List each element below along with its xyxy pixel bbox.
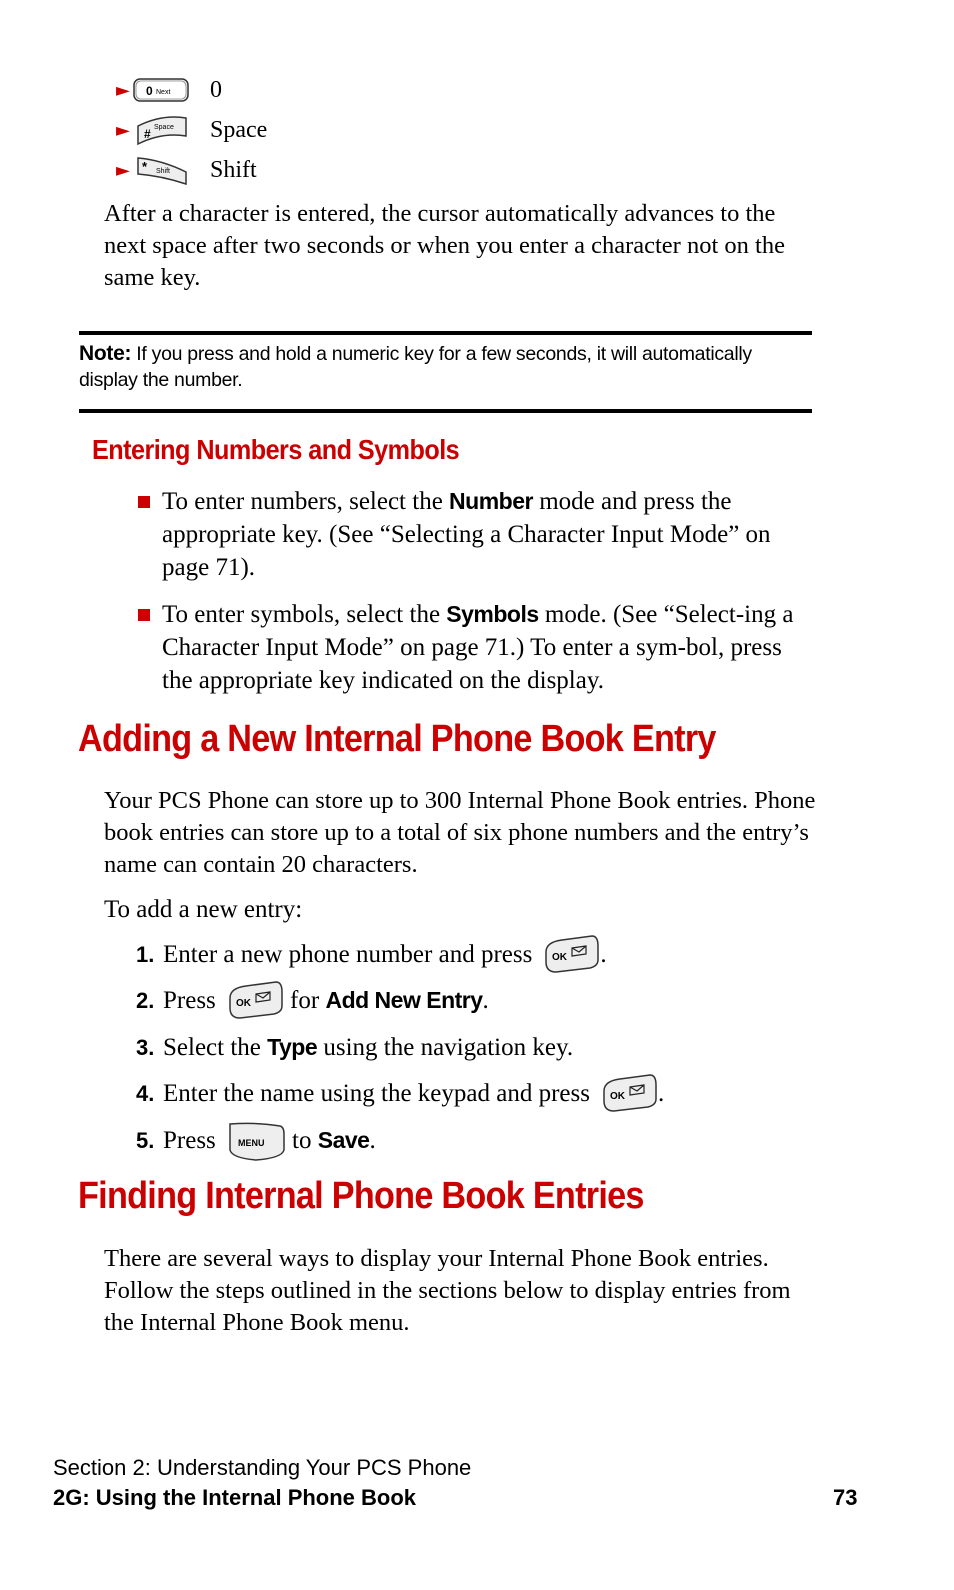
step-text: Enter the name using the keypad and press — [163, 1079, 590, 1107]
step-2 — [136, 980, 489, 1020]
key-item-space — [116, 112, 267, 148]
step-text: Select the — [163, 1033, 268, 1061]
step-text: Enter a new phone number and press — [163, 940, 533, 968]
svg-text:Shift: Shift — [156, 168, 171, 175]
zero-next-key-icon — [132, 76, 192, 104]
svg-text:#: # — [144, 127, 151, 141]
key-item-zero — [116, 72, 222, 108]
step-text: . — [600, 940, 607, 968]
key-label: Shift — [210, 156, 257, 183]
save-keyword: Save — [317, 1126, 370, 1153]
symbols-mode-keyword: Symbols — [446, 601, 539, 627]
square-bullet-icon — [138, 609, 150, 621]
step-3 — [136, 1027, 573, 1067]
arrow-bullet-icon: ► — [116, 119, 130, 141]
svg-text:MENU: MENU — [237, 1138, 265, 1148]
adding-lead: To add a new entry: — [104, 896, 303, 923]
arrow-bullet-icon: ► — [116, 79, 130, 101]
step-5 — [136, 1120, 376, 1160]
step-number: 2. — [136, 987, 155, 1013]
note-text: If you press and hold a numeric key for a few seconds, it will automatically display the number. — [79, 343, 752, 391]
bullet-text: To enter symbols, select the — [162, 601, 447, 628]
finding-paragraph: There are several ways to display your Internal Phone Book entries. Follow the steps outlined in the sections below to display entries from the Internal Phone Book menu. — [104, 1245, 791, 1336]
list-item — [138, 598, 808, 697]
step-text: for — [283, 986, 326, 1014]
ok-key-icon — [542, 934, 600, 974]
svg-text:OK: OK — [609, 1091, 625, 1102]
step-4 — [136, 1073, 664, 1113]
square-bullet-icon — [138, 496, 150, 508]
footer-chapter: 2G: Using the Internal Phone Book — [53, 1485, 417, 1510]
intro-paragraph: After a character is entered, the cursor automatically advances to the next space after two seconds or when you enter a character not on the same key. — [104, 200, 785, 291]
step-text: . — [482, 986, 489, 1014]
step-text: . — [369, 1126, 376, 1154]
step-number: 1. — [136, 941, 155, 967]
note-top-rule — [79, 331, 812, 335]
footer-section: Section 2: Understanding Your PCS Phone — [53, 1455, 472, 1480]
step-text: Press — [163, 986, 216, 1014]
svg-text:*: * — [142, 159, 148, 174]
key-item-shift — [116, 152, 257, 188]
add-new-entry-keyword: Add New Entry — [325, 986, 483, 1013]
svg-text:Space: Space — [154, 124, 174, 131]
step-number: 4. — [136, 1080, 155, 1106]
bullet-text: mode and press the appropriate key. (See “Selecting a Character Input Mode” on page 71). — [162, 488, 771, 581]
menu-key-icon — [226, 1118, 286, 1162]
heading-adding-entry: Adding a New Internal Phone Book Entry — [78, 718, 716, 760]
page-number: 73 — [833, 1485, 858, 1510]
step-text: to — [285, 1126, 318, 1154]
type-keyword: Type — [267, 1033, 318, 1060]
svg-text:OK: OK — [552, 952, 568, 963]
note-bottom-rule — [79, 409, 812, 413]
step-text: . — [657, 1079, 665, 1107]
note-box — [79, 341, 812, 393]
heading-entering-numbers: Entering Numbers and Symbols — [92, 434, 460, 465]
star-shift-key-icon — [132, 152, 192, 188]
step-1 — [136, 934, 607, 974]
step-number: 3. — [136, 1034, 155, 1060]
ok-key-icon — [600, 1073, 658, 1113]
step-text: Press — [163, 1126, 216, 1154]
note-label: Note: — [79, 342, 132, 365]
adding-paragraph: Your PCS Phone can store up to 300 Internal Phone Book entries. Phone book entries can store up to a total of six phone numbers and the entry’s name can contain 20 characters. — [104, 787, 816, 878]
bullet-text: mode. (See “Select-ing a Character Input Mode” on page 71.) To enter a sym-bol, press the appropriate key indicated on the display. — [162, 601, 794, 694]
svg-text:0: 0 — [146, 84, 153, 98]
step-number: 5. — [136, 1127, 155, 1153]
key-label: Space — [210, 116, 268, 143]
number-mode-keyword: Number — [449, 488, 533, 514]
bullet-text: To enter numbers, select the — [162, 488, 450, 515]
svg-text:Next: Next — [156, 89, 171, 96]
ok-key-icon — [226, 980, 284, 1020]
svg-text:OK: OK — [235, 998, 251, 1009]
key-label: 0 — [210, 76, 222, 103]
heading-finding-entries: Finding Internal Phone Book Entries — [78, 1175, 644, 1217]
list-item — [138, 485, 808, 584]
arrow-bullet-icon: ► — [116, 159, 130, 181]
pound-space-key-icon — [132, 112, 192, 148]
step-text: using the navigation key. — [317, 1033, 574, 1061]
